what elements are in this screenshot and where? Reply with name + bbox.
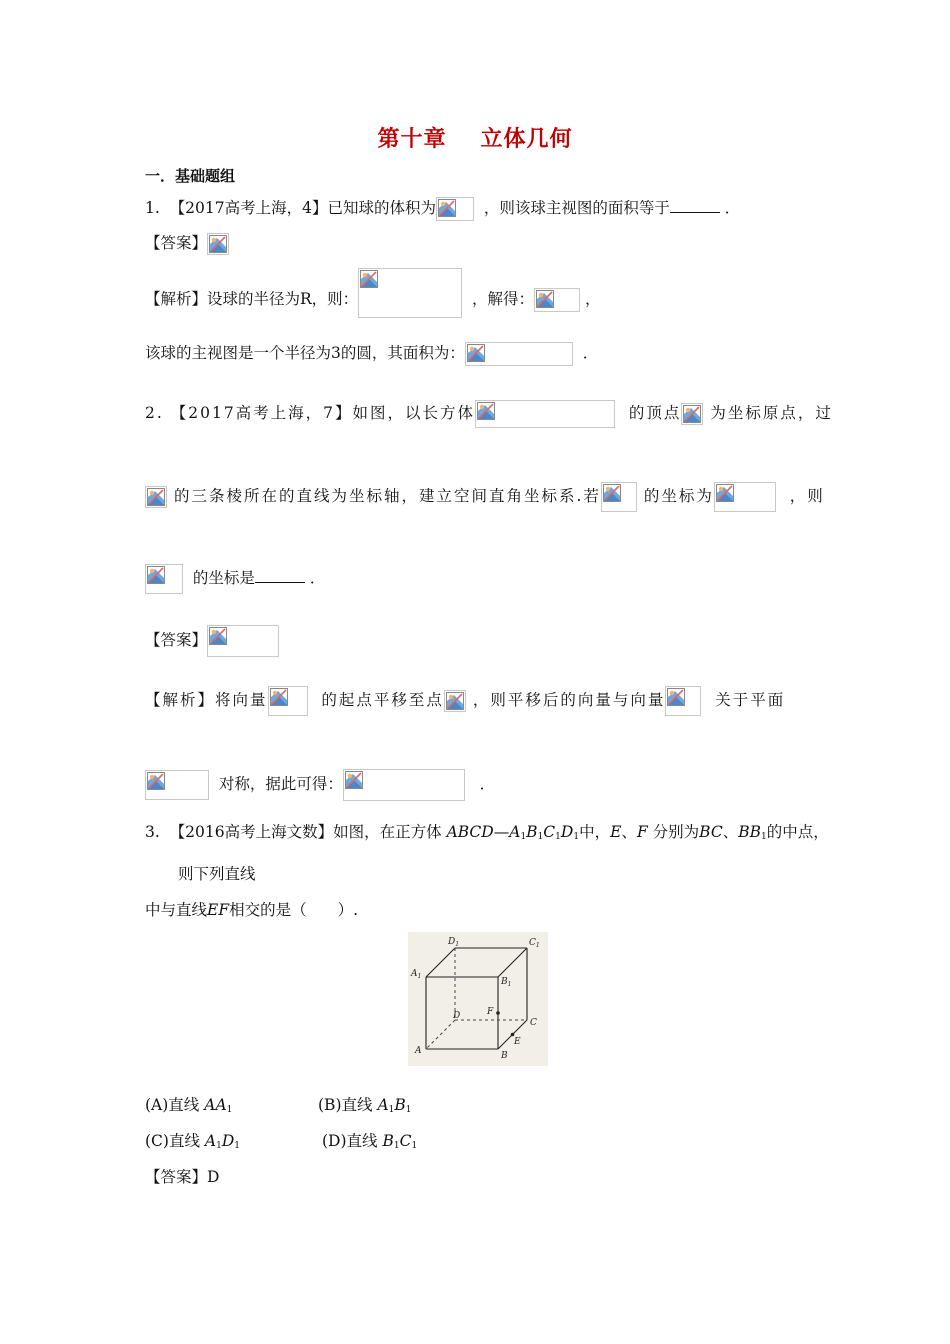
q3-number: 3. (145, 823, 160, 841)
cube-figure (408, 932, 548, 1066)
broken-image-icon (667, 688, 685, 706)
formula-image (207, 233, 229, 255)
broken-image-icon (345, 771, 363, 789)
formula-image (681, 403, 703, 425)
broken-image-icon (360, 270, 378, 288)
q2-analysis-cont: 对称，据此可得： ． (145, 769, 495, 801)
q1-stem: 1. 【2017高考上海，4】已知球的体积为 ，则该球主视图的面积等于 ． (145, 196, 740, 221)
broken-image-icon (147, 566, 165, 584)
q3-stem-end: 中与直线EF相交的是（ ）. (145, 901, 359, 919)
q2-stem: 2. 【2017高考上海，7】如图，以长方体 的顶点 为坐标原点，过 (145, 400, 833, 428)
q2-source: 【2017高考上海，7】 (170, 404, 353, 422)
broken-image-icon (147, 772, 165, 790)
q1-source: 【2017高考上海，4】 (169, 199, 328, 217)
formula-image (665, 686, 701, 716)
page-title (0, 122, 950, 153)
formula-image (475, 400, 615, 428)
formula-image (601, 482, 637, 512)
q1-analysis-cont: 该球的主视图是一个半径为3的圆，其面积为： ． (145, 341, 598, 366)
formula-image (358, 268, 462, 318)
broken-image-icon (467, 344, 485, 362)
svg-text:D: D (453, 1011, 461, 1021)
chapter-number: 第十章 (377, 127, 447, 152)
formula-image (534, 288, 580, 312)
option-d[interactable]: (D)直线 $B_1C_1$ (322, 1132, 418, 1151)
formula-image (465, 342, 573, 366)
option-b[interactable]: (B)直线 $A_1B_1$ (318, 1096, 412, 1115)
formula-image (444, 690, 466, 712)
q2-stem-end: 的坐标是 ． (145, 564, 325, 594)
svg-text:A1: $A_1$ (411, 969, 422, 980)
svg-text:F: F (487, 1007, 494, 1017)
q3-source: 【2016高考上海文数】 (169, 823, 334, 841)
broken-image-icon (683, 405, 701, 423)
formula-image (343, 769, 465, 801)
q3-stem: 3. 【2016高考上海文数】如图，在正方体 $ABCD—A_1B_1C_1D_1$中，E、F 分别为BC、$BB_1$的中点， (145, 823, 829, 842)
q2-stem-cont: 的三条棱所在的直线为坐标轴，建立空间直角坐标系.若 的坐标为 ，则 (145, 482, 825, 512)
broken-image-icon (716, 484, 734, 502)
svg-text:E: E (514, 1037, 521, 1047)
broken-image-icon (209, 627, 227, 645)
formula-image (145, 564, 183, 594)
broken-image-icon (270, 688, 288, 706)
svg-text:C: C (530, 1018, 537, 1028)
answer-blank (255, 568, 305, 583)
q1-number: 1. (145, 199, 160, 217)
q2-analysis: 【解析】将向量 的起点平移至点 ，则平移后的向量与向量 关于平面 (145, 686, 785, 716)
svg-text:D1: $D_1$ (448, 937, 460, 948)
formula-image (145, 770, 209, 800)
chapter-topic: 立体几何 (480, 127, 573, 152)
broken-image-icon (209, 235, 227, 253)
option-c[interactable]: (C)直线 $A_1D_1$ (145, 1132, 241, 1151)
q2-answer: 【答案】 (145, 625, 279, 657)
broken-image-icon (477, 402, 495, 420)
broken-image-icon (536, 290, 554, 308)
section-heading: 一．基础题组 (145, 167, 236, 185)
option-a[interactable]: (A)直线 $AA_1$ (145, 1096, 233, 1115)
q3-stem-cont: 则下列直线 (178, 865, 256, 883)
broken-image-icon (603, 484, 621, 502)
svg-text:B1: $B_1$ (501, 977, 512, 988)
svg-text:C1: $C_1$ (529, 938, 540, 949)
q2-number: 2. (145, 404, 164, 422)
broken-image-icon (438, 199, 456, 217)
q3-answer: 【答案】D (145, 1168, 220, 1186)
formula-image (145, 486, 167, 508)
svg-text:B: B (501, 1051, 508, 1061)
broken-image-icon (147, 488, 165, 506)
answer-blank (670, 198, 720, 213)
formula-image (436, 197, 474, 221)
broken-image-icon (446, 692, 464, 710)
svg-text:A: A (415, 1046, 422, 1056)
formula-image (207, 625, 279, 657)
q1-analysis: 【解析】设球的半径为R，则： ，解得： ， (145, 268, 601, 318)
formula-image (714, 482, 776, 512)
cube-diagram (408, 932, 548, 1066)
q1-answer: 【答案】 (145, 231, 229, 255)
formula-image (268, 686, 308, 716)
